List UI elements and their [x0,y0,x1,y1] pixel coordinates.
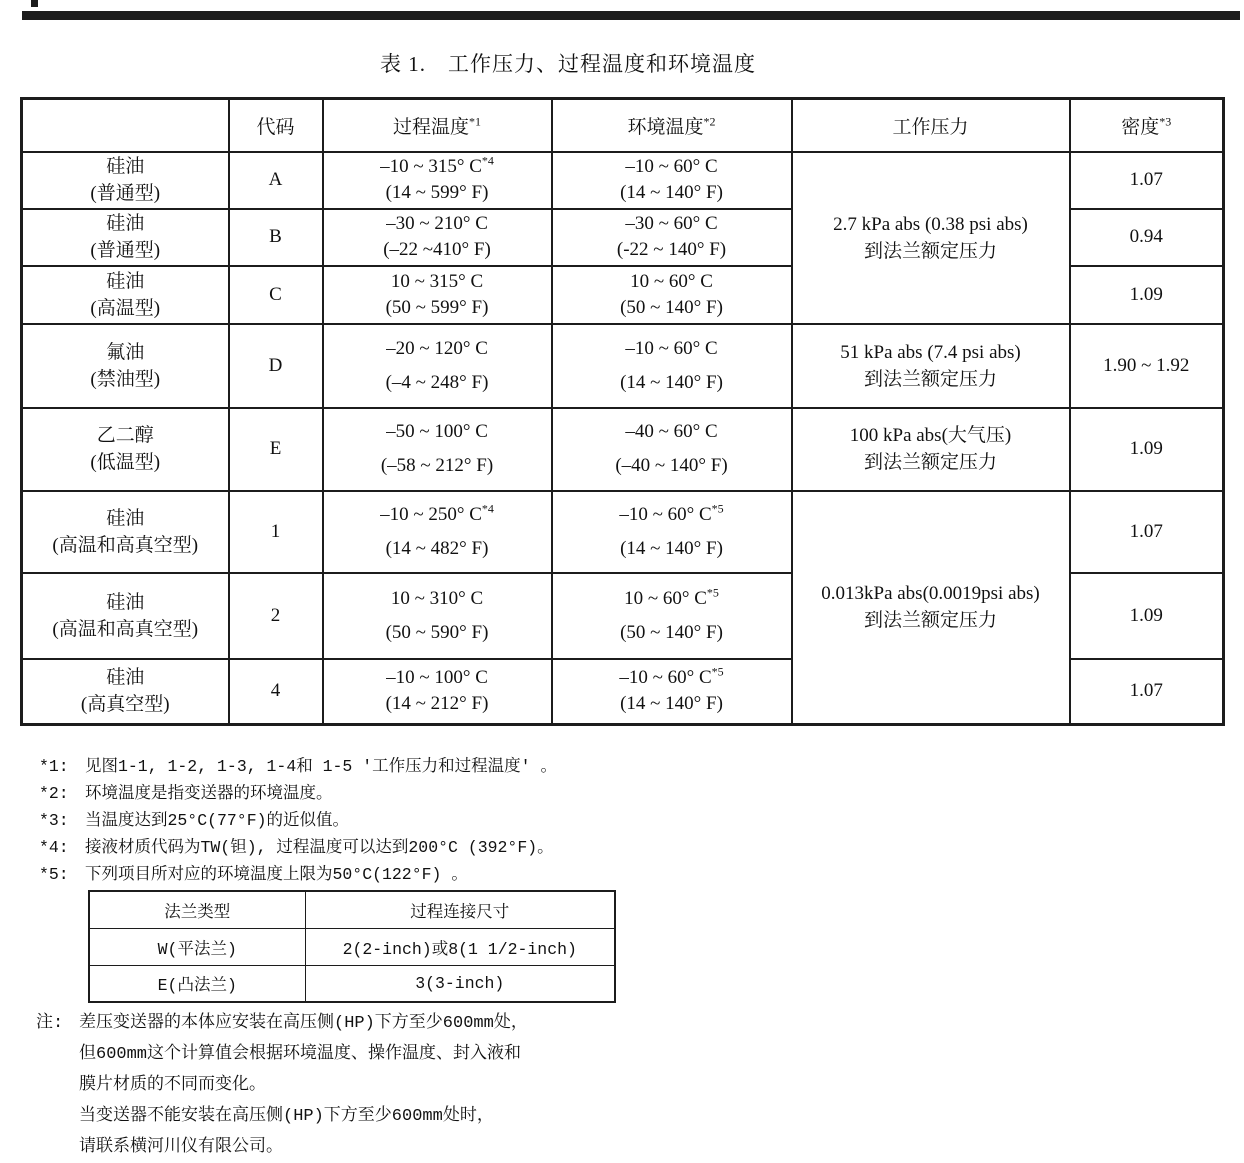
flange-type-cell: W(平法兰) [89,928,305,965]
spec-table [20,97,1225,726]
process-temp-c [324,665,551,691]
process-temp-c-value: –20 ~ 120° C [386,337,488,359]
footnote-label: *5: [39,865,69,884]
process-temp-c-value: –10 ~ 100° C [386,667,488,689]
ambient-temp-c [553,269,791,295]
density-cell: 0.94 [1070,209,1224,266]
ambient-temp-cell [552,573,792,659]
ambient-temp-footnote-ref: *5 [711,501,724,516]
process-temp-c-value: –10 ~ 315° C [380,156,482,177]
process-temp-c [324,582,551,616]
process-temp-c [324,332,551,366]
footnote-text: 下列项目所对应的环境温度上限为50°C(122°F) 。 [85,865,468,884]
fill-fluid-cell [22,659,229,725]
process-temp-f: (–22 ~410° F) [383,239,491,260]
table-title: 表 1. 工作压力、过程温度和环境温度 [380,52,756,76]
note-line: 但600mm这个计算值会根据环境温度、操作温度、封入液和 [79,1045,522,1064]
fill-fluid-cell [22,408,229,491]
flange-column-header: 过程连接尺寸 [305,891,615,928]
note-line: 差压变送器的本体应安装在高压侧(HP)下方至少600mm处， [79,1014,528,1033]
fluid-type: (高温和高真空型) [52,534,199,556]
process-temp-c [324,498,551,532]
process-temp-cell [323,324,552,408]
ambient-temp-c-value: 10 ~ 60° C [630,270,713,292]
fluid-type: (高真空型) [80,694,170,716]
ambient-temp-c [553,665,791,691]
ambient-temp-c-value: –10 ~ 60° C [619,503,712,525]
working-pressure-cell [792,408,1070,491]
fluid-name: 氟油 [106,341,145,363]
column-header [229,99,323,152]
density-cell: 1.07 [1070,491,1224,573]
pressure-value: 0.013kPa abs(0.0019psi abs) [821,583,1040,605]
process-temp-c [324,415,551,449]
footnote-text: 环境温度是指变送器的环境温度。 [85,784,333,803]
ambient-temp-c [553,582,791,616]
footnote [39,807,557,834]
footnotes [39,753,557,888]
ambient-temp-c [553,332,791,366]
table-row [22,324,1224,408]
process-temp-cell [323,152,552,209]
ambient-temp-footnote-ref: *5 [711,664,724,679]
process-temp-c-value: 10 ~ 315° C [390,270,484,292]
ambient-temp-c-value: 10 ~ 60° C [624,587,707,609]
fluid-type: (普通型) [90,183,161,204]
column-header-label: 环境温度 [627,116,704,138]
flange-row [89,965,615,1002]
code-cell: 4 [229,659,323,725]
pressure-value: 51 kPa abs (7.4 psi abs) [840,341,1021,363]
ambient-temp-c-value: –40 ~ 60° C [625,421,718,442]
flange-table-body [89,928,615,1002]
fill-fluid-cell [22,491,229,573]
pressure-to-flange: 到法兰额定压力 [863,368,997,390]
code-cell: C [229,266,323,324]
process-temp-f: (–4 ~ 248° F) [385,371,489,393]
flange-header-row [89,891,615,928]
code-cell: 2 [229,573,323,659]
code-cell: E [229,408,323,491]
process-temp-f: (50 ~ 599° F) [385,296,489,318]
footnote [39,861,557,888]
fill-fluid-cell [22,573,229,659]
footnote-label: *4: [39,838,69,857]
ambient-temp-cell [552,152,792,209]
process-temp-f: (50 ~ 590° F) [385,621,489,643]
column-header [323,99,552,152]
fluid-type: (低温型) [90,452,161,473]
process-temp-c-value: –10 ~ 250° C [380,503,482,525]
process-temp-footnote-ref: *4 [481,153,494,168]
column-header-footnote-ref: *1 [469,114,481,129]
note-label: 注: [36,1014,64,1033]
working-pressure-cell [792,491,1070,725]
ambient-temp-f: (50 ~ 140° F) [620,621,723,643]
note-block [36,1008,528,1163]
process-temp-f: (–58 ~ 212° F) [380,455,494,476]
flange-size-cell: 2(2-inch)或8(1 1/2-inch) [305,928,615,965]
pressure-to-flange: 到法兰额定压力 [863,452,997,473]
column-header [1070,99,1224,152]
process-temp-c [324,269,551,295]
footnote-text: 当温度达到25°C(77°F)的近似值。 [85,811,350,830]
ambient-temp-cell [552,659,792,725]
ambient-temp-cell [552,209,792,266]
ambient-temp-cell [552,491,792,573]
fluid-name: 乙二醇 [96,425,154,446]
code-cell: B [229,209,323,266]
ambient-temp-c [553,211,791,237]
footnote [39,834,557,861]
column-header [552,99,792,152]
ambient-temp-footnote-ref: *5 [706,585,719,600]
fluid-name: 硅油 [106,270,145,292]
note-line: 当变送器不能安装在高压侧(HP)下方至少600mm处时， [79,1107,494,1126]
spec-table-body [22,152,1224,725]
column-header-footnote-ref: *3 [1159,114,1172,129]
ambient-temp-c [553,154,791,180]
flange-type-cell: E(凸法兰) [89,965,305,1002]
fill-fluid-cell [22,209,229,266]
column-header-label: 工作压力 [892,116,969,138]
process-temp-footnote-ref: *4 [481,501,494,516]
note-lines [79,1008,528,1163]
process-temp-c [324,211,551,237]
ambient-temp-c [553,498,791,532]
fluid-type: (高温和高真空型) [52,618,199,640]
process-temp-cell [323,209,552,266]
flange-table-header [89,891,615,928]
working-pressure-cell [792,152,1070,324]
flange-size-cell: 3(3-inch) [305,965,615,1002]
ambient-temp-f: (14 ~ 140° F) [620,693,723,715]
note-line: 请联系横河川仪有限公司。 [79,1138,283,1157]
table-row [22,152,1224,209]
fluid-name: 硅油 [106,156,145,177]
pressure-to-flange: 到法兰额定压力 [863,240,997,262]
process-temp-f: (14 ~ 212° F) [385,693,489,715]
density-cell: 1.07 [1070,152,1224,209]
footnote [39,753,557,780]
fluid-type: (高温型) [90,297,161,319]
process-temp-c-value: –30 ~ 210° C [386,213,488,234]
ambient-temp-f: (-22 ~ 140° F) [616,239,727,260]
column-header [792,99,1070,152]
column-header-label: 过程温度 [392,116,469,138]
header-rule [22,11,1240,20]
fluid-name: 硅油 [106,507,145,529]
fill-fluid-cell [22,152,229,209]
ambient-temp-cell [552,324,792,408]
process-temp-c-value: 10 ~ 310° C [390,587,484,609]
column-header-label: 代码 [256,116,295,138]
process-temp-cell [323,659,552,725]
process-temp-cell [323,491,552,573]
fluid-type: (普通型) [90,240,161,261]
ambient-temp-cell [552,266,792,324]
ambient-temp-cell [552,408,792,491]
footnote-label: *2: [39,784,69,803]
process-temp-f: (14 ~ 482° F) [385,537,489,559]
density-cell: 1.90 ~ 1.92 [1070,324,1224,408]
ambient-temp-f: (14 ~ 140° F) [620,537,723,559]
fluid-name: 硅油 [106,213,145,234]
fill-fluid-cell [22,324,229,408]
spec-table-header [22,99,1224,152]
process-temp-cell [323,573,552,659]
pressure-to-flange: 到法兰额定压力 [863,610,997,632]
ambient-temp-f: (50 ~ 140° F) [620,296,723,318]
footnote-label: *1: [39,757,69,776]
fluid-name: 硅油 [106,667,145,689]
ambient-temp-f: (14 ~ 140° F) [620,371,723,393]
ambient-temp-f: (14 ~ 140° F) [620,182,723,203]
footnote-label: *3: [39,811,69,830]
ambient-temp-c-value: –10 ~ 60° C [625,337,718,359]
ambient-temp-f: (–40 ~ 140° F) [615,455,728,476]
spec-header-row [22,99,1224,152]
ambient-temp-c-value: –10 ~ 60° C [625,156,718,177]
note-line: 膜片材质的不同而变化。 [79,1076,266,1095]
column-header-label: 密度 [1121,116,1160,138]
column-header-footnote-ref: *2 [703,114,716,129]
table-row [22,408,1224,491]
pressure-value: 2.7 kPa abs (0.38 psi abs) [833,213,1028,235]
table-row [22,491,1224,573]
code-cell: 1 [229,491,323,573]
process-temp-c [324,154,551,180]
density-cell: 1.07 [1070,659,1224,725]
fluid-name: 硅油 [106,591,145,613]
flange-column-header: 法兰类型 [89,891,305,928]
density-cell: 1.09 [1070,266,1224,324]
working-pressure-cell [792,324,1070,408]
fill-fluid-cell [22,266,229,324]
process-temp-c-value: –50 ~ 100° C [386,421,488,442]
density-cell: 1.09 [1070,573,1224,659]
flange-row [89,928,615,965]
footnote-text: 接液材质代码为TW(钽), 过程温度可以达到200°C (392°F)。 [85,838,554,857]
footnote-text: 见图1-1, 1-2, 1-3, 1-4和 1-5 '工作压力和过程温度' 。 [85,757,557,776]
process-temp-cell [323,266,552,324]
process-temp-f: (14 ~ 599° F) [385,182,489,203]
fluid-type: (禁油型) [90,368,161,390]
crop-mark [31,0,38,7]
code-cell: D [229,324,323,408]
ambient-temp-c-value: –10 ~ 60° C [619,667,712,689]
ambient-temp-c-value: –30 ~ 60° C [625,213,718,234]
flange-table [88,890,616,1003]
pressure-value: 100 kPa abs(大气压) [849,425,1012,446]
process-temp-cell [323,408,552,491]
footnote [39,780,557,807]
column-header [22,99,229,152]
code-cell: A [229,152,323,209]
density-cell: 1.09 [1070,408,1224,491]
ambient-temp-c [553,415,791,449]
